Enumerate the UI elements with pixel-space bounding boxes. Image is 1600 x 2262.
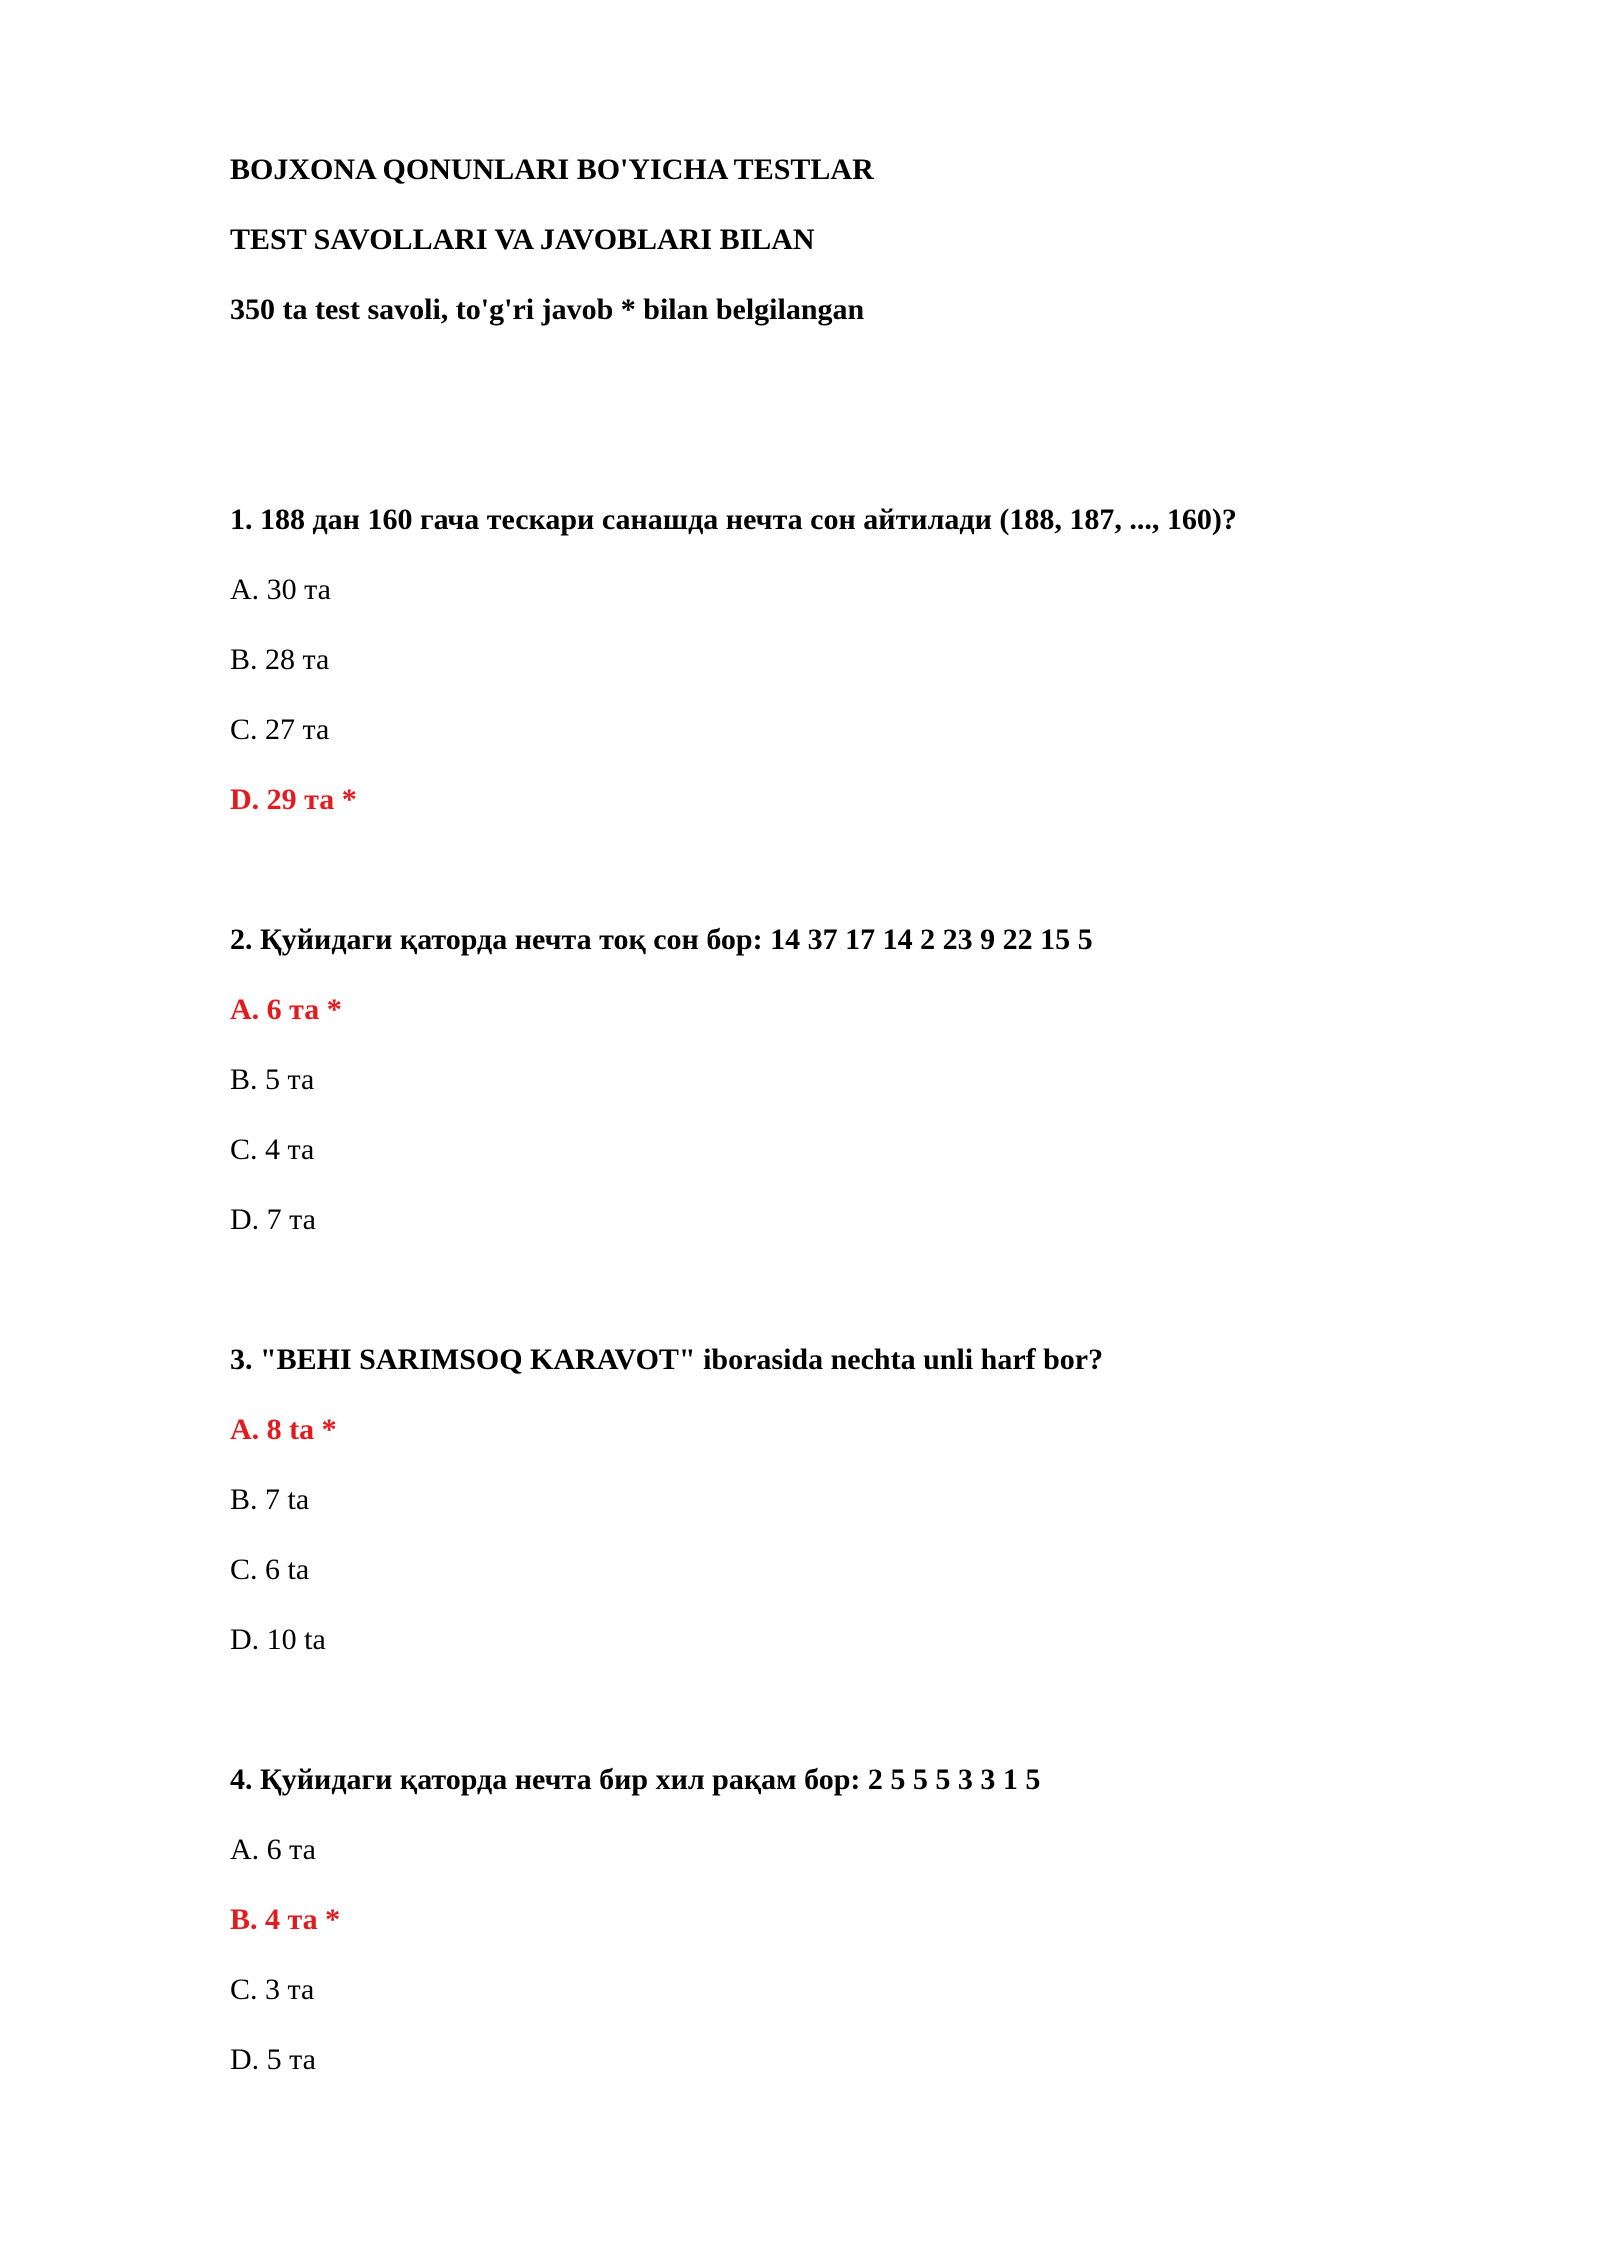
question-1-option-b: B. 28 та bbox=[230, 643, 330, 676]
question-3-option-a-correct: A. 8 ta * bbox=[230, 1413, 337, 1446]
question-2-option-d: D. 7 та bbox=[230, 1203, 316, 1236]
question-3-option-d: D. 10 ta bbox=[230, 1623, 326, 1656]
question-2-text: 2. Қуйидаги қаторда нечта тоқ сон бор: 14 37 17 14 2 23 9 22 15 5 bbox=[230, 923, 1093, 956]
question-1-option-d-correct: D. 29 та * bbox=[230, 783, 357, 816]
document-subtitle: TEST SAVOLLARI VA JAVOBLARI BILAN bbox=[230, 223, 815, 256]
document-note: 350 ta test savoli, to'g'ri javob * bilan belgilangan bbox=[230, 293, 865, 326]
question-4-option-b-correct: B. 4 та * bbox=[230, 1903, 341, 1936]
question-4-option-a: A. 6 та bbox=[230, 1833, 316, 1866]
question-3-text: 3. "BEHI SARIMSOQ KARAVOT" iborasida nechta unli harf bor? bbox=[230, 1343, 1104, 1376]
document-title: BOJXONA QONUNLARI BO'YICHA TESTLAR bbox=[230, 153, 874, 186]
question-3-option-c: C. 6 ta bbox=[230, 1553, 310, 1586]
question-2-option-b: B. 5 та bbox=[230, 1063, 315, 1096]
question-1-option-c: C. 27 та bbox=[230, 713, 330, 746]
question-4-option-d: D. 5 та bbox=[230, 2043, 316, 2076]
question-1-text: 1. 188 дан 160 гача тескари санашда нечта сон айтилади (188, 187, ..., 160)? bbox=[230, 503, 1237, 536]
question-4-option-c: C. 3 та bbox=[230, 1973, 315, 2006]
question-3-option-b: B. 7 ta bbox=[230, 1483, 310, 1516]
question-4-text: 4. Қуйидаги қаторда нечта бир хил рақам бор: 2 5 5 5 3 3 1 5 bbox=[230, 1763, 1041, 1796]
question-2-option-a-correct: A. 6 та * bbox=[230, 993, 342, 1026]
question-1-option-a: A. 30 та bbox=[230, 573, 331, 606]
question-2-option-c: C. 4 та bbox=[230, 1133, 315, 1166]
